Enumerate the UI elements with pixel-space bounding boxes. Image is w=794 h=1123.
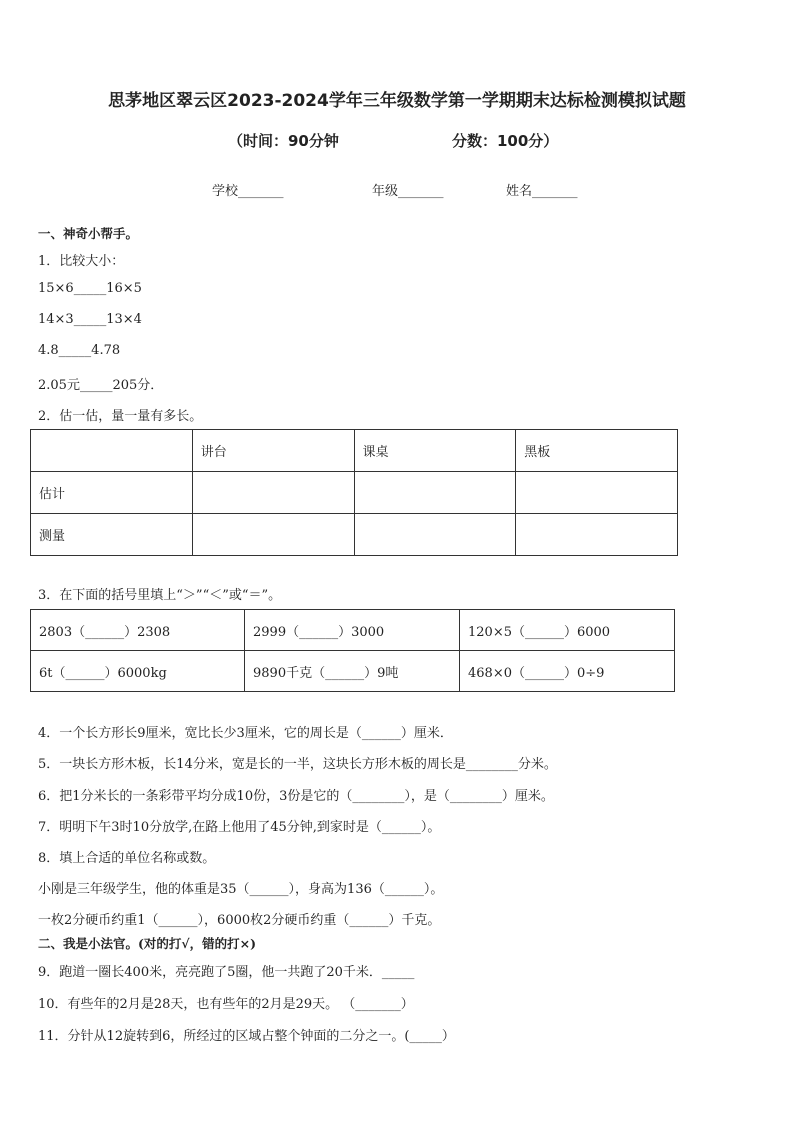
school-field: 学校_______ [212, 184, 284, 199]
table-row [31, 514, 678, 556]
q1-item: 14×3_____13×4 [38, 312, 142, 327]
q3-prompt: 3．在下面的括号里填上“＞”“＜”或“＝”。 [38, 588, 282, 603]
q1-item: 2.05元_____205分． [38, 378, 164, 393]
exam-score: 分数：100分） [452, 132, 559, 150]
table-cell [192, 514, 354, 556]
q8-prompt: 8．填上合适的单位名称或数。 [38, 851, 216, 866]
q6: 6．把1分米长的一条彩带平均分成10份，3份是它的（________），是（________）厘米。 [38, 789, 554, 804]
table-cell: 9890千克（______）9吨 [245, 651, 460, 692]
name-field: 姓名_______ [506, 184, 578, 199]
table-cell: 6t（______）6000kg [31, 651, 245, 692]
compare-table [30, 609, 675, 692]
table-row [31, 610, 675, 651]
q7: 7．明明下午3时10分放学,在路上他用了45分钟,到家时是（______）。 [38, 820, 441, 835]
measure-table [30, 429, 678, 556]
q4: 4．一个长方形长9厘米，宽比长少3厘米，它的周长是（______）厘米． [38, 726, 453, 741]
q9: 9．跑道一圈长400米，亮亮跑了5圈，他一共跑了20千米．_____ [38, 965, 415, 980]
section2-heading: 二、我是小法官。(对的打√，错的打×) [38, 936, 257, 951]
table-cell: 2803（______）2308 [31, 610, 245, 651]
grade-field: 年级_______ [372, 184, 444, 199]
table-row [31, 472, 678, 514]
q10: 10．有些年的2月是28天，也有些年的2月是29天。 （_______） [38, 997, 414, 1012]
table-cell: 2999（______）3000 [245, 610, 460, 651]
table-cell [354, 514, 516, 556]
q8-line: 一枚2分硬币约重1（______），6000枚2分硬币约重（______）千克。 [38, 913, 441, 928]
table-cell [516, 472, 678, 514]
table-row [31, 651, 675, 692]
q11: 11．分针从12旋转到6，所经过的区域占整个钟面的二分之一。(_____） [38, 1029, 455, 1044]
section1-heading: 一、神奇小帮手。 [38, 226, 139, 241]
page-title: 思茅地区翠云区2023-2024学年三年级数学第一学期期末达标检测模拟试题 [108, 91, 686, 111]
q2-prompt: 2．估一估，量一量有多长。 [38, 409, 203, 424]
q1-prompt: 1．比较大小： [38, 254, 125, 269]
q5: 5．一块长方形木板，长14分米，宽是长的一半，这块长方形木板的周长是________分米。 [38, 757, 557, 772]
table-cell: 估计 [31, 472, 193, 514]
table-cell: 课桌 [354, 430, 516, 472]
table-cell [354, 472, 516, 514]
exam-time: （时间：90分钟 [228, 132, 339, 150]
table-cell: 测量 [31, 514, 193, 556]
table-cell: 120×5（______）6000 [460, 610, 675, 651]
q1-item: 15×6_____16×5 [38, 281, 142, 296]
table-cell [31, 430, 193, 472]
table-cell: 讲台 [192, 430, 354, 472]
table-cell [516, 514, 678, 556]
table-cell [192, 472, 354, 514]
table-cell: 黑板 [516, 430, 678, 472]
table-row [31, 430, 678, 472]
q8-line: 小刚是三年级学生，他的体重是35（______），身高为136（______）。 [38, 882, 444, 897]
q1-item: 4.8_____4.78 [38, 343, 121, 358]
table-cell: 468×0（______）0÷9 [460, 651, 675, 692]
